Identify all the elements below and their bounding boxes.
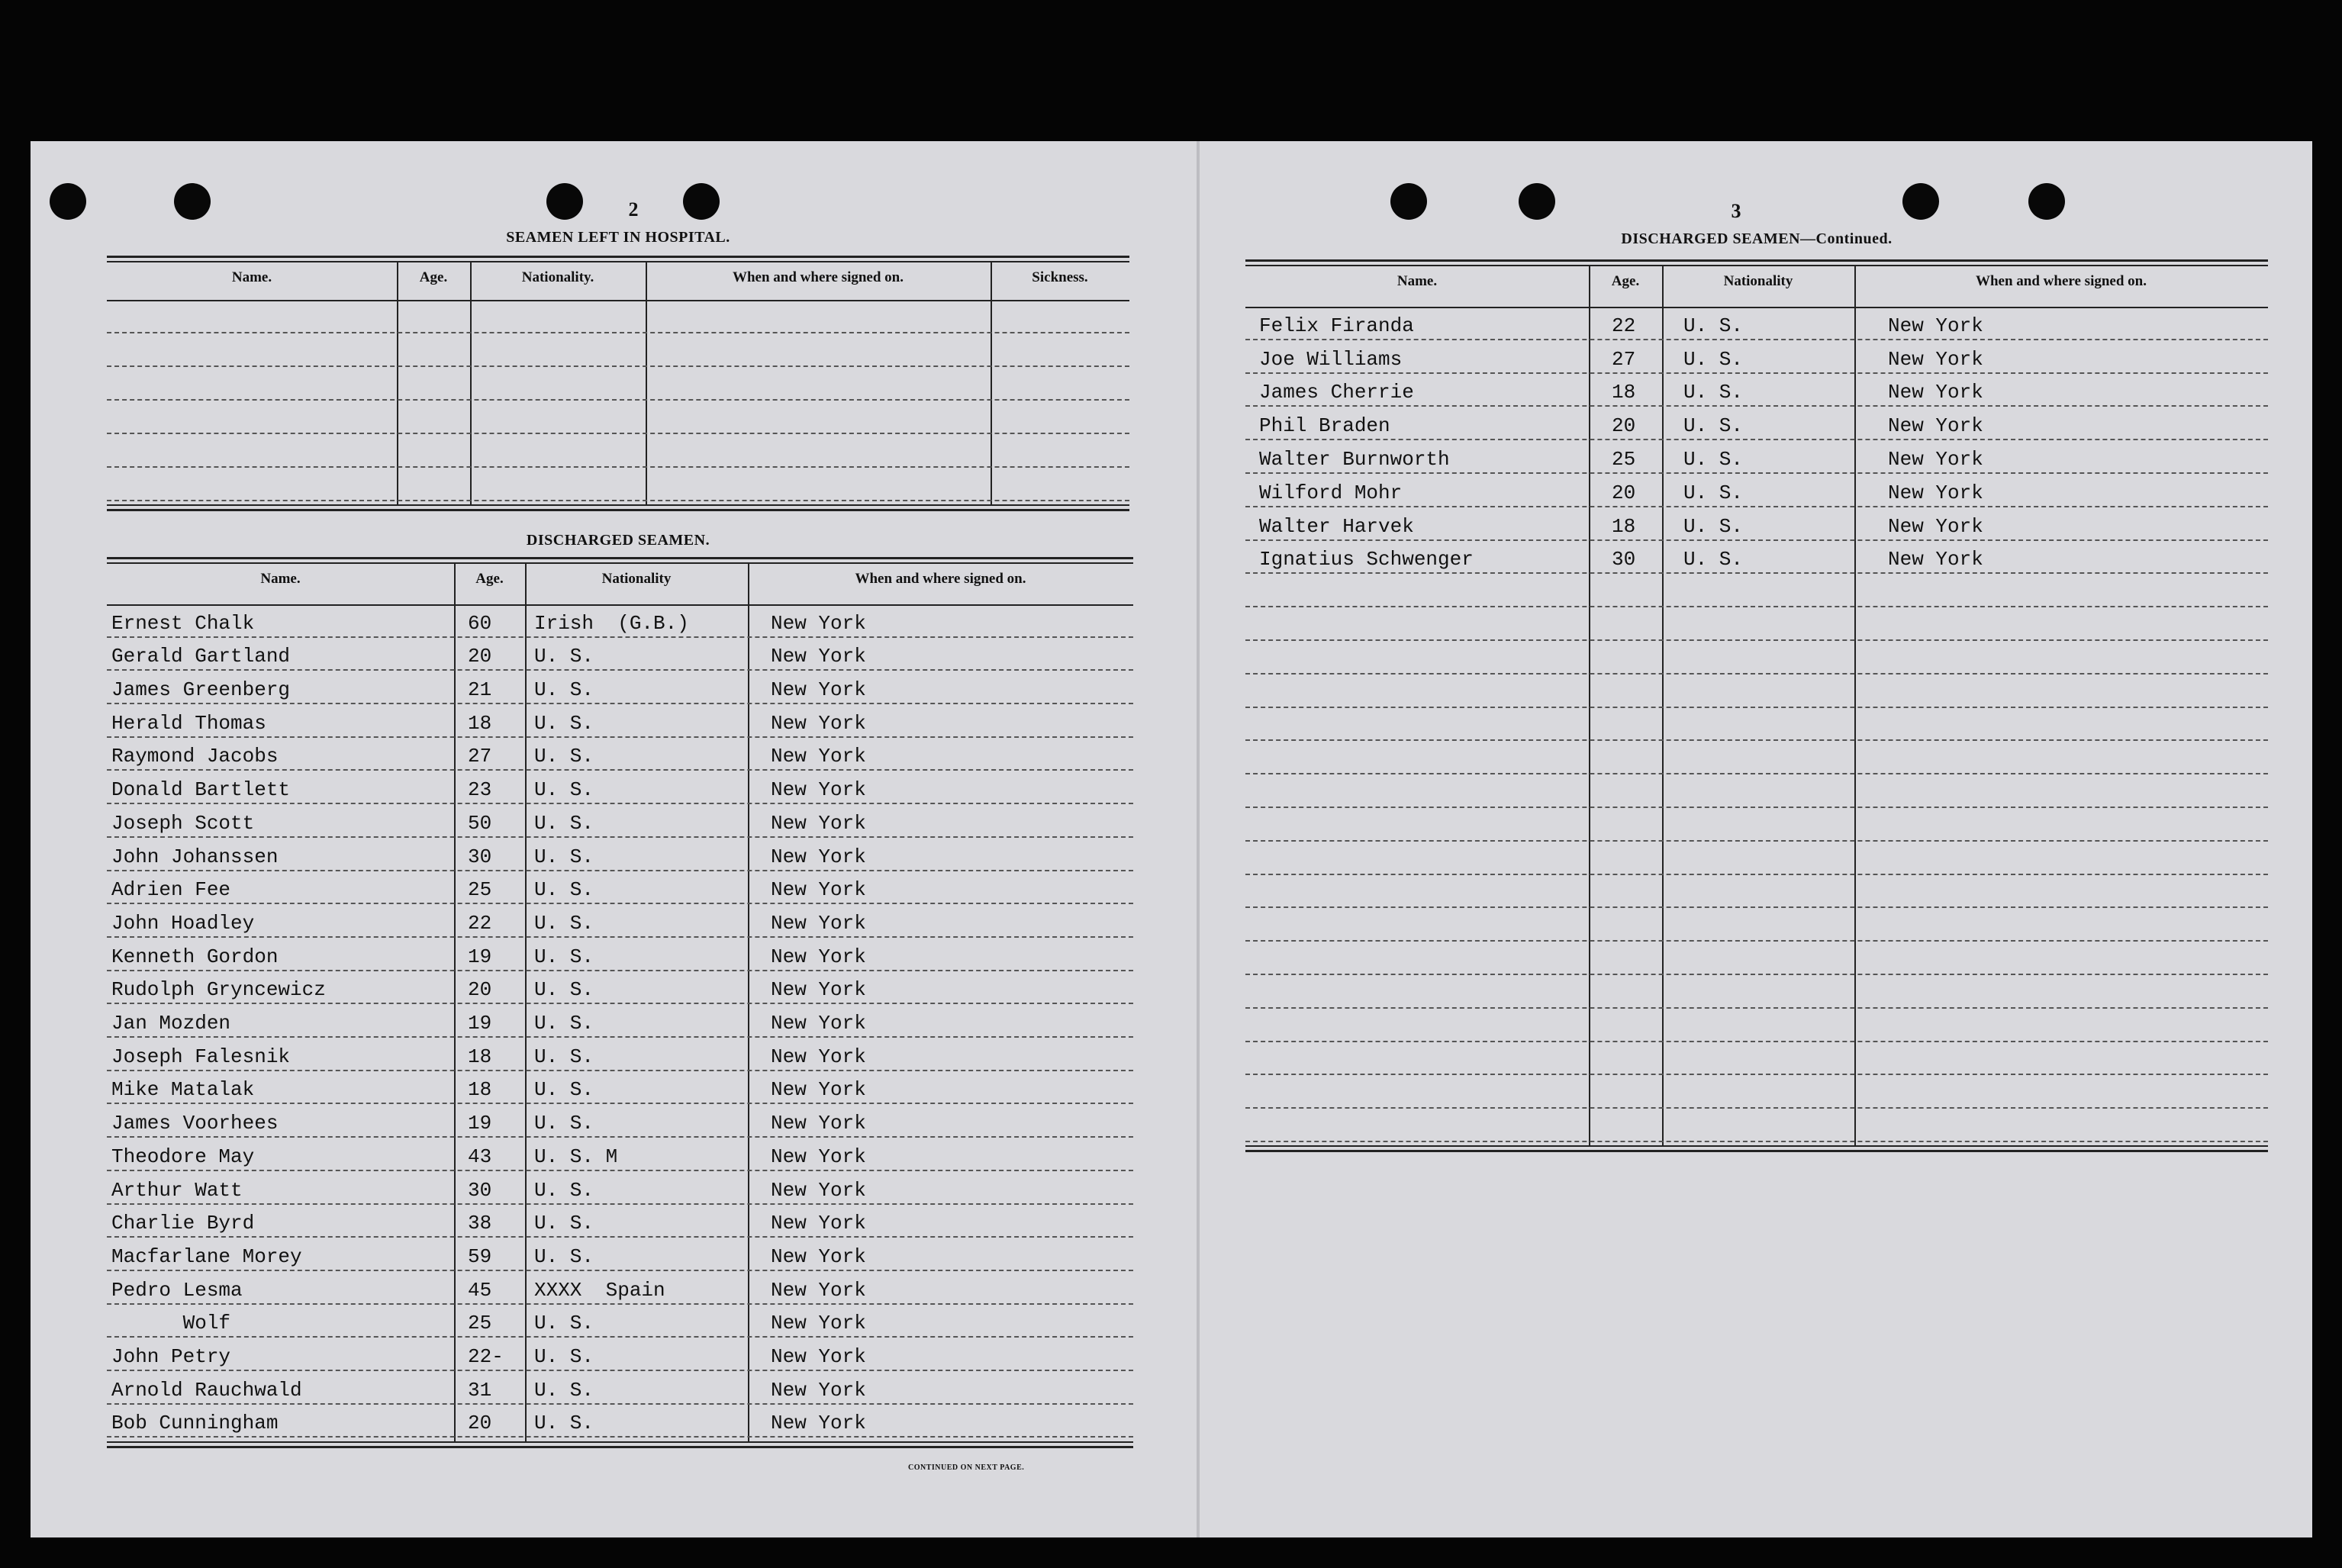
cell-age: 50 bbox=[468, 811, 492, 835]
cell-nationality: U. S. bbox=[534, 1078, 594, 1102]
column-header-nationality: Nationality. bbox=[521, 269, 594, 285]
cell-age: 20 bbox=[468, 645, 492, 668]
cell-age: 18 bbox=[468, 711, 492, 735]
cell-nationality: U. S. bbox=[534, 945, 594, 968]
discharged-title: DISCHARGED SEAMEN. bbox=[526, 532, 710, 549]
punch-hole bbox=[1390, 183, 1427, 220]
cell-signed_on: New York bbox=[771, 945, 866, 968]
cell-name: Mike Matalak bbox=[111, 1078, 255, 1102]
cell-age: 59 bbox=[468, 1244, 492, 1268]
cell-age: 23 bbox=[468, 778, 492, 802]
cell-age: 21 bbox=[468, 678, 492, 702]
table-row bbox=[107, 704, 1133, 738]
cell-name: Ignatius Schwenger bbox=[1259, 548, 1474, 571]
column-header-signed_on: When and where signed on. bbox=[855, 571, 1026, 587]
table-row bbox=[107, 671, 1133, 704]
table-row bbox=[1245, 374, 2268, 407]
cell-age: 25 bbox=[468, 1312, 492, 1335]
column-header-sickness: Sickness. bbox=[1032, 269, 1088, 285]
blank-row bbox=[1245, 808, 2268, 842]
cell-age: 25 bbox=[468, 878, 492, 902]
cell-age: 22 bbox=[1612, 314, 1636, 337]
cell-signed_on: New York bbox=[771, 1145, 866, 1168]
cell-signed_on: New York bbox=[771, 711, 866, 735]
cell-age: 25 bbox=[1612, 447, 1636, 471]
cell-age: 19 bbox=[468, 945, 492, 968]
cell-nationality: U. S. bbox=[534, 1012, 594, 1035]
cell-age: 60 bbox=[468, 611, 492, 635]
cell-name: Felix Firanda bbox=[1259, 314, 1414, 337]
column-header-nationality: Nationality bbox=[601, 571, 672, 587]
cell-signed_on: New York bbox=[771, 1345, 866, 1369]
cell-nationality: U. S. bbox=[1683, 514, 1744, 538]
cell-nationality: U. S. bbox=[1683, 381, 1744, 404]
column-header-nationality: Nationality bbox=[1723, 273, 1793, 289]
cell-signed_on: New York bbox=[771, 678, 866, 702]
cell-name: Ernest Chalk bbox=[111, 611, 255, 635]
table-row bbox=[107, 604, 1133, 638]
cell-age: 19 bbox=[468, 1012, 492, 1035]
bottom-rule bbox=[1245, 1145, 2268, 1147]
cell-nationality: U. S. bbox=[534, 845, 594, 868]
blank-row bbox=[1245, 1042, 2268, 1076]
cell-name: John Johanssen bbox=[111, 845, 279, 868]
cell-nationality: U. S. bbox=[534, 911, 594, 935]
cell-name: Kenneth Gordon bbox=[111, 945, 279, 968]
cell-age: 43 bbox=[468, 1145, 492, 1168]
cell-signed_on: New York bbox=[771, 1278, 866, 1302]
cell-age: 45 bbox=[468, 1278, 492, 1302]
bottom-rule bbox=[107, 504, 1129, 506]
cell-signed_on: New York bbox=[771, 1012, 866, 1035]
cell-age: 27 bbox=[468, 745, 492, 768]
cell-age: 18 bbox=[1612, 514, 1636, 538]
cell-age: 22- bbox=[468, 1345, 504, 1369]
cell-signed_on: New York bbox=[771, 1078, 866, 1102]
punch-hole bbox=[546, 183, 583, 220]
blank-row bbox=[107, 401, 1129, 434]
cell-signed_on: New York bbox=[771, 1412, 866, 1435]
column-header-name: Name. bbox=[260, 571, 301, 587]
cell-age: 18 bbox=[468, 1045, 492, 1068]
cell-nationality: U. S. bbox=[534, 811, 594, 835]
cell-name: Jan Mozden bbox=[111, 1012, 231, 1035]
cell-signed_on: New York bbox=[1888, 314, 1983, 337]
blank-row bbox=[1245, 741, 2268, 774]
cell-name: Rudolph Gryncewicz bbox=[111, 978, 326, 1002]
cell-name: James Cherrie bbox=[1259, 381, 1414, 404]
cell-signed_on: New York bbox=[771, 878, 866, 902]
blank-row bbox=[107, 434, 1129, 468]
blank-row bbox=[1245, 975, 2268, 1009]
cell-signed_on: New York bbox=[1888, 381, 1983, 404]
cell-name: James Voorhees bbox=[111, 1112, 279, 1135]
cell-signed_on: New York bbox=[771, 911, 866, 935]
table-row bbox=[107, 1338, 1133, 1371]
cell-age: 20 bbox=[468, 1412, 492, 1435]
cell-signed_on: New York bbox=[771, 1244, 866, 1268]
cell-nationality: U. S. bbox=[534, 1244, 594, 1268]
table-row bbox=[107, 838, 1133, 871]
column-header-signed_on: When and where signed on. bbox=[732, 269, 904, 285]
column-header-age: Age. bbox=[475, 571, 504, 587]
table-row bbox=[107, 1305, 1133, 1338]
cell-age: 18 bbox=[468, 1078, 492, 1102]
table-row bbox=[1245, 474, 2268, 507]
cell-name: Wilford Mohr bbox=[1259, 481, 1403, 504]
top-rule bbox=[107, 256, 1129, 258]
cell-nationality: U. S. bbox=[534, 978, 594, 1002]
column-header-signed_on: When and where signed on. bbox=[1975, 273, 2147, 289]
page-number-right: 3 bbox=[1731, 200, 1741, 222]
cell-nationality: U. S. bbox=[534, 711, 594, 735]
blank-row bbox=[1245, 908, 2268, 942]
table-row bbox=[1245, 407, 2268, 440]
blank-row bbox=[107, 468, 1129, 501]
blank-row bbox=[1245, 675, 2268, 708]
cell-name: Arthur Watt bbox=[111, 1178, 243, 1202]
cell-signed_on: New York bbox=[771, 845, 866, 868]
blank-row bbox=[107, 367, 1129, 401]
bottom-rule bbox=[1245, 1150, 2268, 1152]
cell-name: Phil Braden bbox=[1259, 414, 1390, 438]
cell-nationality: XXXX Spain bbox=[534, 1278, 665, 1302]
table-row bbox=[107, 804, 1133, 838]
table-row bbox=[1245, 507, 2268, 541]
cell-age: 30 bbox=[468, 1178, 492, 1202]
cell-nationality: Irish (G.B.) bbox=[534, 611, 689, 635]
cell-nationality: U. S. bbox=[534, 878, 594, 902]
cell-nationality: U. S. bbox=[534, 745, 594, 768]
top-rule bbox=[1245, 265, 2268, 266]
bottom-rule bbox=[107, 1441, 1133, 1443]
table-row bbox=[107, 1171, 1133, 1205]
cell-signed_on: New York bbox=[1888, 481, 1983, 504]
cell-age: 20 bbox=[1612, 481, 1636, 504]
table-row bbox=[107, 1205, 1133, 1238]
blank-row bbox=[1245, 708, 2268, 742]
cell-name: Walter Burnworth bbox=[1259, 447, 1450, 471]
cell-name: Donald Bartlett bbox=[111, 778, 291, 802]
cell-nationality: U. S. bbox=[1683, 548, 1744, 571]
page-number-left: 2 bbox=[628, 198, 639, 221]
cell-age: 30 bbox=[1612, 548, 1636, 571]
cell-name: Raymond Jacobs bbox=[111, 745, 279, 768]
table-row bbox=[107, 1271, 1133, 1305]
cell-name: Adrien Fee bbox=[111, 878, 231, 902]
cell-age: 30 bbox=[468, 845, 492, 868]
continued-title: DISCHARGED SEAMEN—Continued. bbox=[1621, 230, 1893, 247]
blank-row bbox=[1245, 774, 2268, 808]
table-row bbox=[107, 771, 1133, 805]
cell-nationality: U. S. bbox=[534, 778, 594, 802]
table-row bbox=[107, 1038, 1133, 1071]
cell-signed_on: New York bbox=[1888, 414, 1983, 438]
top-rule bbox=[107, 557, 1133, 559]
cell-nationality: U. S. bbox=[534, 1045, 594, 1068]
cell-nationality: U. S. bbox=[534, 645, 594, 668]
cell-nationality: U. S. bbox=[1683, 347, 1744, 371]
blank-row bbox=[1245, 574, 2268, 607]
cell-nationality: U. S. bbox=[1683, 481, 1744, 504]
table-row bbox=[107, 904, 1133, 938]
table-row bbox=[1245, 307, 2268, 340]
column-header-name: Name. bbox=[231, 269, 272, 285]
cell-signed_on: New York bbox=[1888, 514, 1983, 538]
cell-name: Charlie Byrd bbox=[111, 1212, 255, 1235]
blank-row bbox=[107, 300, 1129, 333]
top-rule bbox=[1245, 259, 2268, 262]
cell-name: Gerald Gartland bbox=[111, 645, 291, 668]
column-header-name: Name. bbox=[1397, 273, 1438, 289]
cell-nationality: U. S. bbox=[534, 1345, 594, 1369]
punch-hole bbox=[683, 183, 720, 220]
cell-age: 20 bbox=[1612, 414, 1636, 438]
cell-name: Macfarlane Morey bbox=[111, 1244, 302, 1268]
table-row bbox=[107, 738, 1133, 771]
cell-name: Joseph Scott bbox=[111, 811, 255, 835]
punch-hole bbox=[50, 183, 86, 220]
bottom-rule bbox=[107, 1446, 1133, 1448]
cell-nationality: U. S. bbox=[534, 678, 594, 702]
cell-age: 27 bbox=[1612, 347, 1636, 371]
cell-name: Wolf bbox=[111, 1312, 231, 1335]
cell-age: 22 bbox=[468, 911, 492, 935]
continued-note: CONTINUED ON NEXT PAGE. bbox=[908, 1463, 1025, 1472]
cell-age: 31 bbox=[468, 1378, 492, 1402]
discharged-table bbox=[107, 557, 1133, 1442]
cell-signed_on: New York bbox=[771, 645, 866, 668]
discharged-continued-table bbox=[1245, 259, 2268, 1450]
cell-signed_on: New York bbox=[771, 745, 866, 768]
table-row bbox=[1245, 541, 2268, 575]
blank-row bbox=[1245, 641, 2268, 675]
blank-row bbox=[1245, 1109, 2268, 1142]
cell-signed_on: New York bbox=[771, 1178, 866, 1202]
table-row bbox=[107, 1004, 1133, 1038]
cell-signed_on: New York bbox=[771, 978, 866, 1002]
top-rule bbox=[107, 562, 1133, 564]
blank-row bbox=[1245, 1009, 2268, 1042]
cell-name: Herald Thomas bbox=[111, 711, 266, 735]
table-row bbox=[107, 1105, 1133, 1138]
punch-hole bbox=[1519, 183, 1555, 220]
cell-signed_on: New York bbox=[771, 1378, 866, 1402]
cell-nationality: U. S. bbox=[1683, 447, 1744, 471]
blank-row bbox=[1245, 875, 2268, 909]
table-row bbox=[107, 1405, 1133, 1438]
cell-name: John Hoadley bbox=[111, 911, 255, 935]
table-row bbox=[107, 1138, 1133, 1171]
column-header-age: Age. bbox=[1611, 273, 1640, 289]
table-row bbox=[107, 1238, 1133, 1271]
cell-name: Theodore May bbox=[111, 1145, 255, 1168]
cell-nationality: U. S. bbox=[534, 1178, 594, 1202]
table-row bbox=[107, 638, 1133, 671]
cell-signed_on: New York bbox=[771, 1212, 866, 1235]
page-fold bbox=[1197, 141, 1200, 1537]
table-row bbox=[107, 871, 1133, 905]
cell-signed_on: New York bbox=[1888, 347, 1983, 371]
cell-signed_on: New York bbox=[771, 1312, 866, 1335]
cell-name: James Greenberg bbox=[111, 678, 291, 702]
cell-nationality: U. S. M bbox=[534, 1145, 618, 1168]
form-sheet bbox=[31, 141, 2312, 1537]
cell-nationality: U. S. bbox=[1683, 314, 1744, 337]
cell-age: 20 bbox=[468, 978, 492, 1002]
table-row bbox=[107, 971, 1133, 1005]
cell-age: 18 bbox=[1612, 381, 1636, 404]
cell-signed_on: New York bbox=[771, 611, 866, 635]
cell-age: 38 bbox=[468, 1212, 492, 1235]
cell-name: Bob Cunningham bbox=[111, 1412, 279, 1435]
table-row bbox=[107, 1371, 1133, 1405]
cell-signed_on: New York bbox=[771, 1112, 866, 1135]
cell-name: Pedro Lesma bbox=[111, 1278, 243, 1302]
blank-row bbox=[1245, 607, 2268, 641]
cell-nationality: U. S. bbox=[534, 1112, 594, 1135]
table-row bbox=[1245, 440, 2268, 474]
cell-name: Arnold Rauchwald bbox=[111, 1378, 302, 1402]
cell-signed_on: New York bbox=[771, 778, 866, 802]
cell-signed_on: New York bbox=[771, 1045, 866, 1068]
punch-hole bbox=[174, 183, 211, 220]
cell-name: Joe Williams bbox=[1259, 347, 1403, 371]
cell-nationality: U. S. bbox=[534, 1212, 594, 1235]
table-row bbox=[1245, 340, 2268, 374]
cell-nationality: U. S. bbox=[534, 1312, 594, 1335]
cell-nationality: U. S. bbox=[1683, 414, 1744, 438]
blank-row bbox=[107, 333, 1129, 367]
cell-signed_on: New York bbox=[1888, 447, 1983, 471]
punch-hole bbox=[2028, 183, 2065, 220]
table-row bbox=[107, 938, 1133, 971]
blank-row bbox=[1245, 1075, 2268, 1109]
cell-nationality: U. S. bbox=[534, 1378, 594, 1402]
cell-nationality: U. S. bbox=[534, 1412, 594, 1435]
blank-row bbox=[1245, 942, 2268, 975]
punch-hole bbox=[1902, 183, 1939, 220]
bottom-rule bbox=[107, 509, 1129, 511]
blank-row bbox=[1245, 842, 2268, 875]
cell-age: 19 bbox=[468, 1112, 492, 1135]
cell-name: Joseph Falesnik bbox=[111, 1045, 291, 1068]
top-rule bbox=[107, 261, 1129, 262]
cell-signed_on: New York bbox=[771, 811, 866, 835]
column-header-age: Age. bbox=[419, 269, 448, 285]
cell-name: Walter Harvek bbox=[1259, 514, 1414, 538]
cell-signed_on: New York bbox=[1888, 548, 1983, 571]
hospital-title: SEAMEN LEFT IN HOSPITAL. bbox=[506, 229, 730, 246]
cell-name: John Petry bbox=[111, 1345, 231, 1369]
table-row bbox=[107, 1071, 1133, 1105]
